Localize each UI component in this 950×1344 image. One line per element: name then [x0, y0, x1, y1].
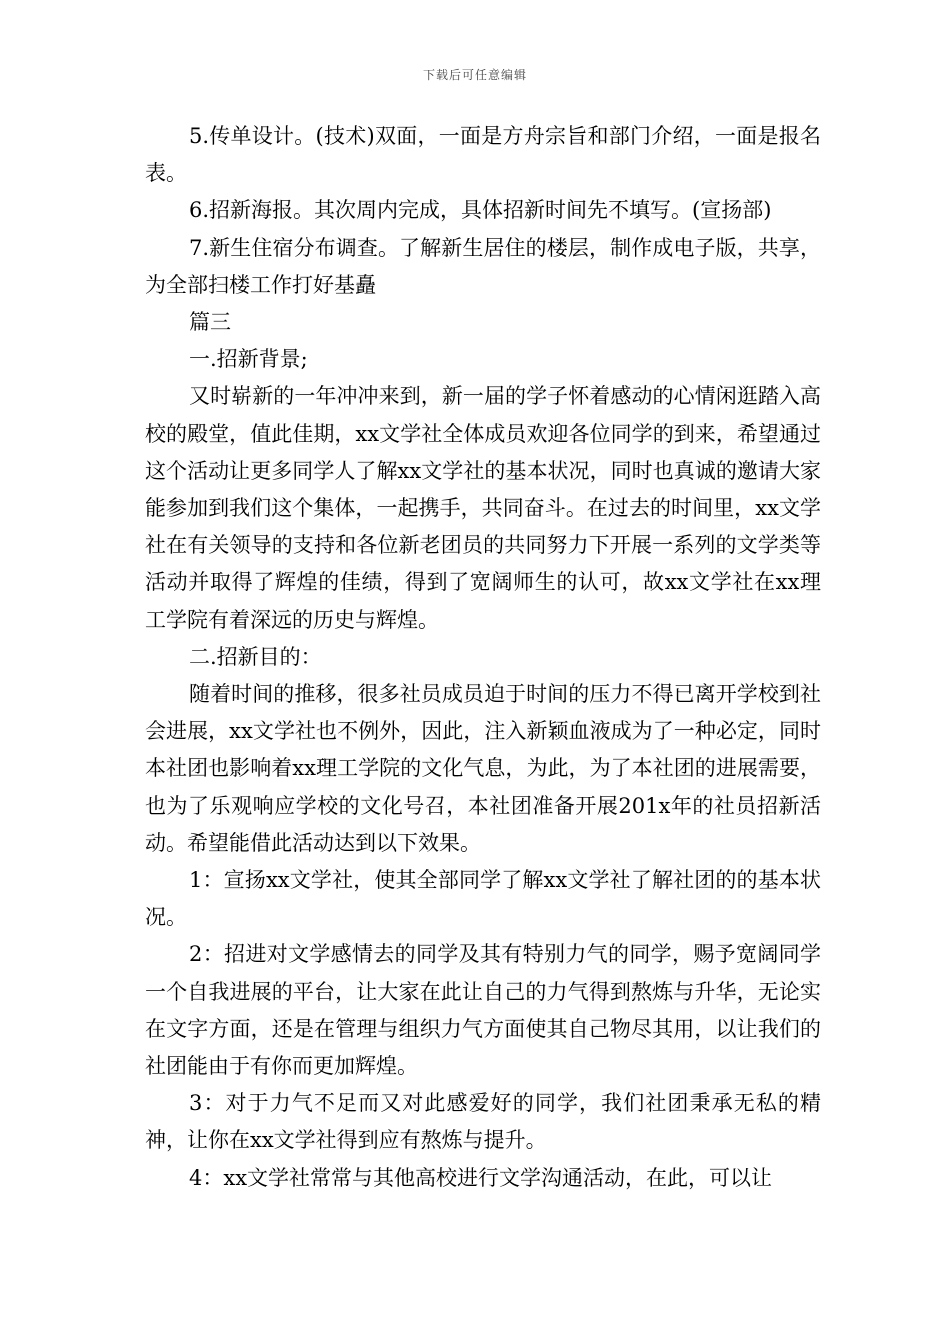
- paragraph-background: 又时崭新的一年冲冲来到，新一届的学子怀着感动的心情闲逛踏入高校的殿堂，值此佳期，xx文学社全体成员欢迎各位同学的到来，希望通过这个活动让更多同学人了解xx文学社的基本状况，同时也真诚的邀请大家能参加到我们这个集体，一起携手，共同奋斗。在过去的时间里，xx文学社在有关领导的支持和各位新老团员的共同努力下开展一系列的文学类等活动并取得了辉煌的佳绩，得到了宽阔师生的认可，故xx文学社在xx理工学院有着深远的历史与辉煌。: [145, 384, 821, 632]
- section-heading-background: 一.招新背景;: [189, 347, 308, 372]
- list-item-effect-4: 4：xx文学社常常与其他高校进行文学沟通活动，在此，可以让: [189, 1165, 773, 1190]
- section-heading-part-three: 篇三: [189, 310, 231, 335]
- list-item-effect-1: 1：宣扬xx文学社，使其全部同学了解xx文学社了解社团的的基本状况。: [145, 868, 821, 930]
- paragraph-purpose: 随着时间的推移，很多社员成员迫于时间的压力不得已离开学校到社会进展，xx文学社也不例外，因此，注入新颖血液成为了一种必定，同时本社团也影响着xx理工学院的文化气息，为此，为了本社团的进展需要，也为了乐观响应学校的文化号召，本社团准备开展201x年的社员招新活动。希望能借此活动达到以下效果。: [145, 682, 821, 855]
- list-item-effect-3: 3：对于力气不足而又对此感爱好的同学，我们社团秉承无私的精神，让你在xx文学社得到应有熬炼与提升。: [145, 1091, 821, 1153]
- list-item-effect-2: 2：招进对文学感情去的同学及其有特别力气的同学，赐予宽阔同学一个自我进展的平台，让大家在此让自己的力气得到熬炼与升华，无论实在文字方面，还是在管理与组织力气方面使其自己物尽其用，以让我们的社团能由于有你而更加辉煌。: [145, 942, 821, 1079]
- paragraph-flyer-design: 5.传单设计。(技术)双面，一面是方舟宗旨和部门介绍，一面是报名表。: [145, 124, 821, 186]
- document-body: [145, 118, 821, 1197]
- paragraph-dorm-survey: 7.新生住宿分布调查。了解新生居住的楼层，制作成电子版，共享，为全部扫楼工作打好基矗: [145, 235, 821, 297]
- paragraph-recruit-poster: 6.招新海报。其次周内完成，具体招新时间先不填写。(宣扬部): [189, 198, 772, 223]
- section-heading-purpose: 二.招新目的：: [189, 644, 322, 669]
- page-header-note: 下载后可任意编辑: [422, 68, 527, 82]
